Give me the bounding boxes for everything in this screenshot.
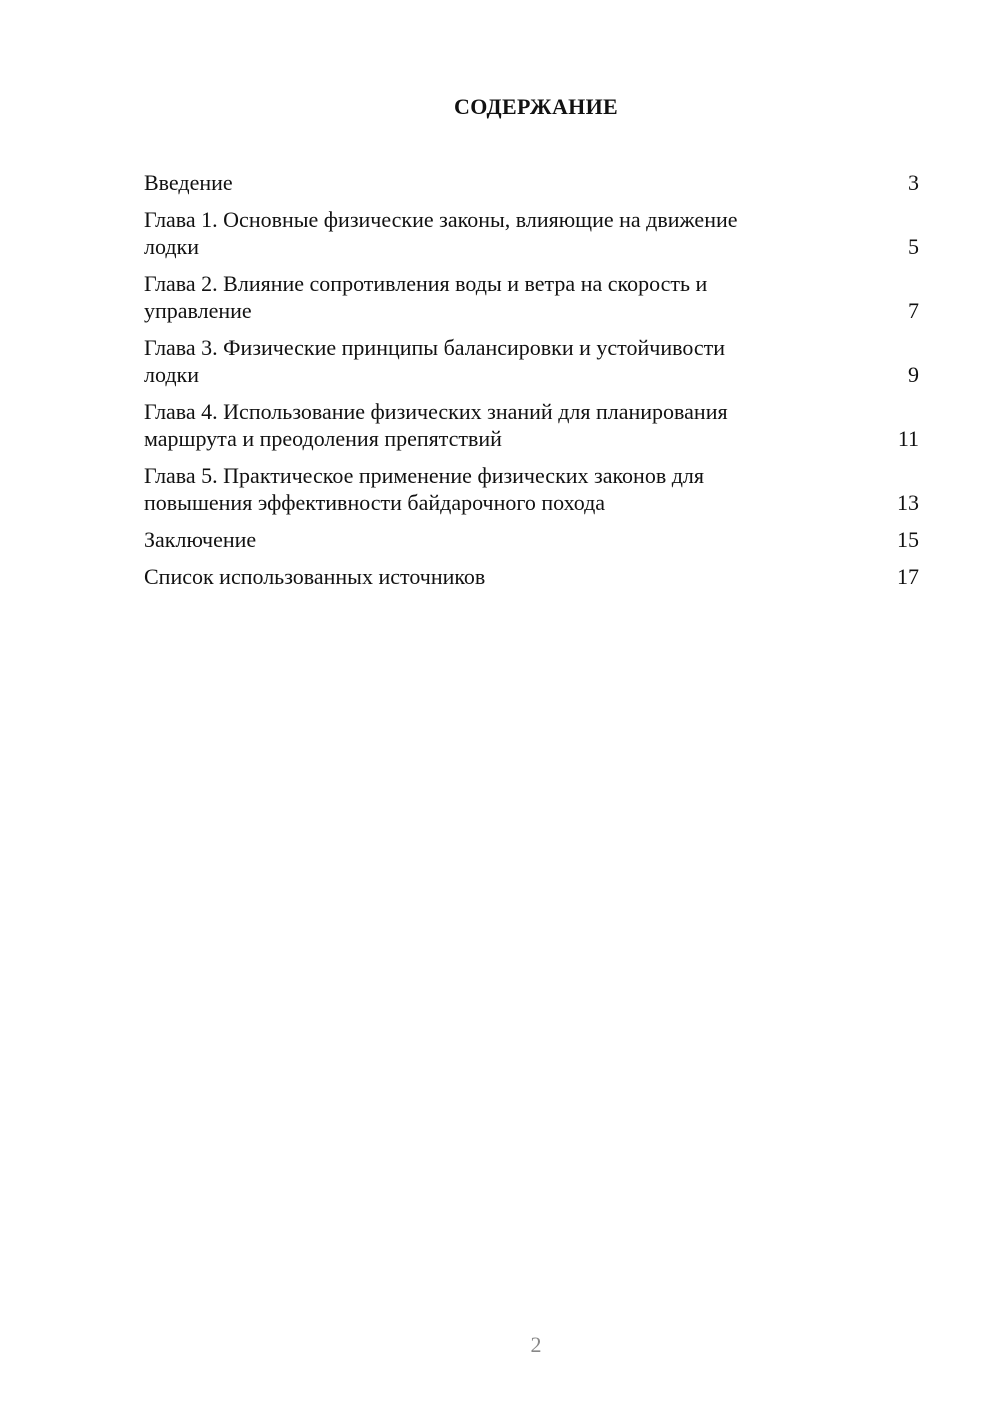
toc-entry-label: Глава 3. Физические принципы балансировки и устойчивости лодки (144, 335, 726, 387)
toc-entry-label: Глава 5. Практическое применение физических законов для повышения эффективности байдарочного похода (144, 463, 705, 515)
toc-entry-label: Глава 2. Влияние сопротивления воды и ветра на скорость и управление (144, 271, 708, 323)
toc-entry (144, 563, 919, 590)
toc-entry-label: Введение (144, 170, 233, 195)
toc-title: СОДЕРЖАНИЕ (454, 94, 618, 119)
toc-entry-page: 5 (908, 234, 919, 259)
toc-entry (144, 334, 919, 388)
toc-entry-page: 11 (897, 426, 919, 451)
toc-entry-page: 13 (897, 490, 919, 515)
table-of-contents (144, 169, 919, 600)
toc-entry-label: Глава 1. Основные физические законы, влияющие на движение лодки (144, 207, 738, 259)
toc-entry-label: Заключение (144, 527, 257, 552)
page-number: 2 (530, 1332, 542, 1357)
toc-entry-label: Список использованных источников (144, 564, 486, 589)
toc-entry-page: 3 (908, 170, 919, 195)
toc-entry-page: 15 (897, 527, 919, 552)
toc-entry (144, 398, 919, 452)
toc-entry (144, 169, 919, 196)
toc-entry-page: 17 (897, 564, 919, 589)
toc-entry-label: Глава 4. Использование физических знаний для планирования маршрута и преодоления препятствий (144, 399, 728, 451)
toc-entry (144, 270, 919, 324)
toc-entry-page: 9 (908, 362, 919, 387)
toc-entry (144, 206, 919, 260)
toc-entry-page: 7 (908, 298, 919, 323)
toc-entry (144, 462, 919, 516)
toc-entry (144, 526, 919, 553)
